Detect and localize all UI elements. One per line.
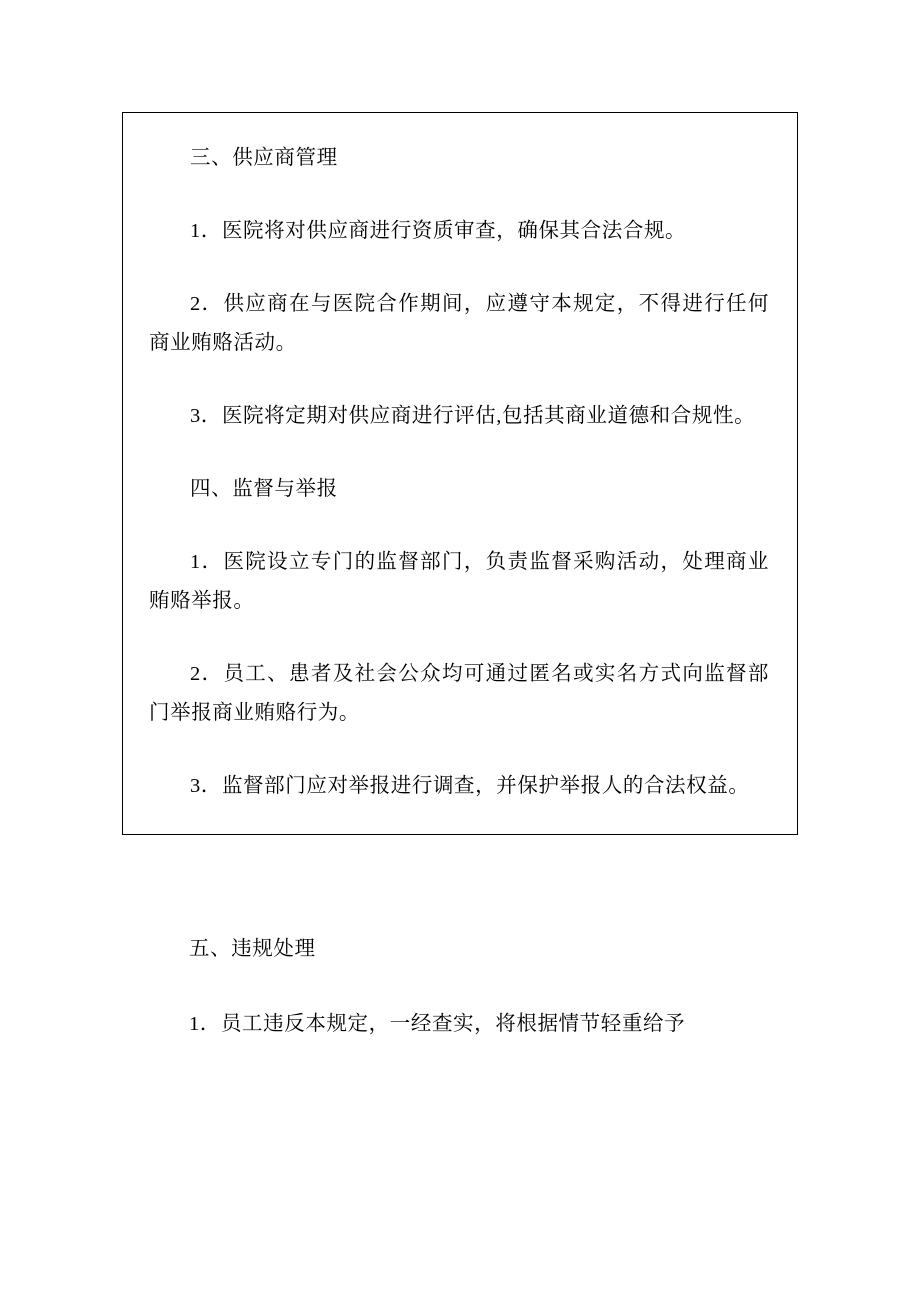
- unboxed-content-section: [122, 930, 798, 1044]
- bordered-content-box: [122, 112, 798, 835]
- paragraph-5-1: 1．员工违反本规定，一经查实，将根据情节轻重给予: [189, 1013, 686, 1035]
- paragraph-3-1: 1．医院将对供应商进行资质审查，确保其合法合规。: [190, 220, 687, 242]
- paragraph-4-1: 1．医院设立专门的监督部门，负责监督采购活动，处理商业贿赂举报。: [149, 551, 769, 612]
- section-heading-3: 三、供应商管理: [190, 147, 338, 169]
- section-heading-5: 五、违规处理: [189, 938, 316, 960]
- section-heading-4: 四、监督与举报: [190, 478, 338, 500]
- paragraph-4-2: 2．员工、患者及社会公众均可通过匿名或实名方式向监督部门举报商业贿赂行为。: [149, 663, 769, 724]
- paragraph-3-2: 2．供应商在与医院合作期间，应遵守本规定，不得进行任何商业贿赂活动。: [149, 293, 769, 354]
- paragraph-4-3: 3．监督部门应对举报进行调查，并保护举报人的合法权益。: [190, 775, 750, 797]
- paragraph-3-3: 3．医院将定期对供应商进行评估,包括其商业道德和合规性。: [190, 405, 756, 427]
